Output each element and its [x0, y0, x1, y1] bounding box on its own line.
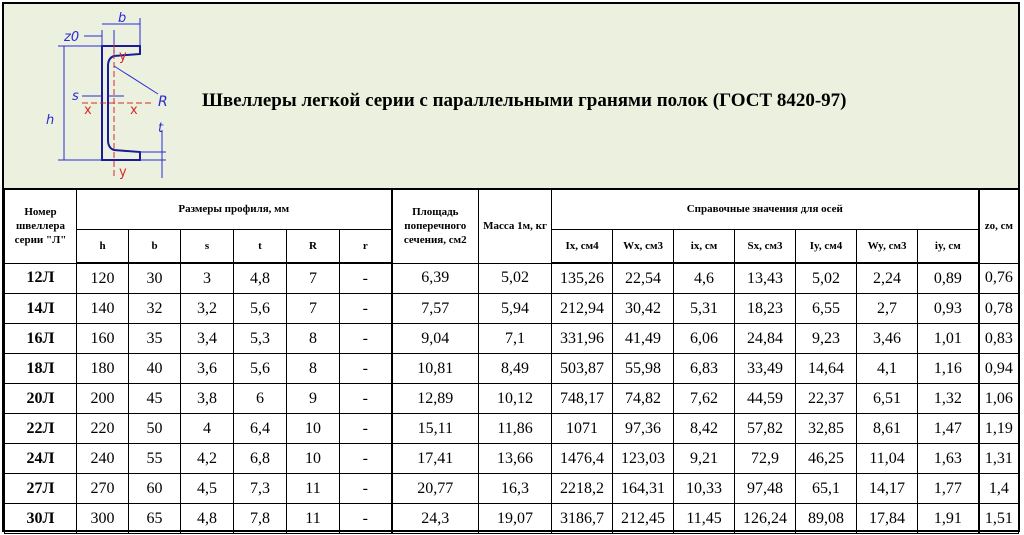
subheader-ref-0: Ix, см4	[552, 230, 613, 264]
table-cell: -	[340, 444, 392, 474]
table-cell: 0,93	[918, 294, 979, 324]
table-cell: 0,83	[979, 324, 1019, 354]
table-cell: 1,32	[918, 384, 979, 414]
subheader-dim-1: b	[129, 230, 181, 264]
table-cell: 17,41	[392, 444, 479, 474]
table-cell: 65	[129, 504, 181, 534]
table-cell: 6	[234, 384, 287, 414]
table-cell: 8	[287, 324, 340, 354]
table-cell: 212,94	[552, 294, 613, 324]
subheader-dim-2: s	[181, 230, 234, 264]
table-cell: 22,54	[613, 263, 674, 294]
table-cell: 5,6	[234, 294, 287, 324]
table-cell: 0,76	[979, 263, 1019, 294]
table-cell: 4,8	[181, 504, 234, 534]
table-cell: 4,5	[181, 474, 234, 504]
table-cell: 7	[287, 263, 340, 294]
table-row	[5, 384, 1019, 414]
table-cell: 7,1	[479, 324, 552, 354]
table-cell: 2,24	[857, 263, 918, 294]
table-cell: 1071	[552, 414, 613, 444]
z0-label: z0	[64, 30, 80, 45]
table-cell: 10,81	[392, 354, 479, 384]
x-axis-left-label: x	[84, 103, 92, 118]
table-cell: 6,06	[674, 324, 735, 354]
table-cell: 8,42	[674, 414, 735, 444]
y-axis-top-label: y	[119, 49, 127, 64]
subheader-ref-3: Sx, см3	[735, 230, 796, 264]
table-cell: 14,17	[857, 474, 918, 504]
table-cell: 126,24	[735, 504, 796, 534]
table-cell: 4,2	[181, 444, 234, 474]
table-cell: 6,83	[674, 354, 735, 384]
table-cell: 4,6	[674, 263, 735, 294]
table-row	[5, 324, 1019, 354]
table-cell: -	[340, 324, 392, 354]
channel-profile-svg	[42, 10, 192, 185]
table-row	[5, 444, 1019, 474]
table-cell: 3186,7	[552, 504, 613, 534]
subheader-dim-4: R	[287, 230, 340, 264]
table-body	[5, 263, 1019, 534]
table-cell: 0,89	[918, 263, 979, 294]
table-cell: 1,31	[979, 444, 1019, 474]
table-cell: 300	[77, 504, 129, 534]
table-cell: 1,06	[979, 384, 1019, 414]
ref-group-header: Справочные значения для осей	[552, 189, 979, 230]
table-cell: 10,12	[479, 384, 552, 414]
table-cell: 32,85	[796, 414, 857, 444]
table-cell: 35	[129, 324, 181, 354]
table-cell: -	[340, 474, 392, 504]
table-cell: 45	[129, 384, 181, 414]
subheader-ref-4: Iy, см4	[796, 230, 857, 264]
table-cell: 120	[77, 263, 129, 294]
table-cell: 2,7	[857, 294, 918, 324]
table-cell: 2218,2	[552, 474, 613, 504]
channel-table	[4, 188, 1019, 534]
row-profile-name: 27Л	[5, 474, 77, 504]
table-cell: -	[340, 414, 392, 444]
table-cell: 24,3	[392, 504, 479, 534]
table-cell: 5,02	[479, 263, 552, 294]
table-cell: 89,08	[796, 504, 857, 534]
table-cell: 240	[77, 444, 129, 474]
table-cell: 4,8	[234, 263, 287, 294]
table-cell: 3,4	[181, 324, 234, 354]
subheader-ref-1: Wx, см3	[613, 230, 674, 264]
table-cell: 7,62	[674, 384, 735, 414]
table-cell: 1,77	[918, 474, 979, 504]
table-cell: 3,2	[181, 294, 234, 324]
row-profile-name: 14Л	[5, 294, 77, 324]
table-row	[5, 504, 1019, 534]
y-axis-bottom-label: y	[119, 165, 127, 180]
table-cell: 1476,4	[552, 444, 613, 474]
table-cell: 22,37	[796, 384, 857, 414]
table-cell: 7	[287, 294, 340, 324]
table-cell: -	[340, 263, 392, 294]
table-cell: 160	[77, 324, 129, 354]
subheader-dim-0: h	[77, 230, 129, 264]
table-cell: 3,46	[857, 324, 918, 354]
table-cell: 9,21	[674, 444, 735, 474]
table-cell: 1,19	[979, 414, 1019, 444]
table-cell: 32	[129, 294, 181, 324]
table-cell: 1,63	[918, 444, 979, 474]
table-cell: 270	[77, 474, 129, 504]
table-cell: 97,36	[613, 414, 674, 444]
row-profile-name: 18Л	[5, 354, 77, 384]
table-cell: 24,84	[735, 324, 796, 354]
table-cell: 8,61	[857, 414, 918, 444]
table-cell: 19,07	[479, 504, 552, 534]
row-profile-name: 22Л	[5, 414, 77, 444]
table-cell: 212,45	[613, 504, 674, 534]
table-cell: 1,16	[918, 354, 979, 384]
table-cell: 164,31	[613, 474, 674, 504]
table-cell: 1,91	[918, 504, 979, 534]
table-cell: 5,94	[479, 294, 552, 324]
col-z0-header: zо, см	[979, 189, 1019, 264]
table-cell: -	[340, 354, 392, 384]
table-cell: 55	[129, 444, 181, 474]
table-cell: 57,82	[735, 414, 796, 444]
b-label: b	[118, 11, 127, 26]
x-axis-right-label: x	[130, 103, 138, 118]
table-cell: 97,48	[735, 474, 796, 504]
table-cell: 11,04	[857, 444, 918, 474]
table-cell: 30,42	[613, 294, 674, 324]
col-number-header: Номер швеллера серии "Л"	[5, 189, 77, 264]
table-cell: 0,78	[979, 294, 1019, 324]
table-cell: 3	[181, 263, 234, 294]
table-cell: 135,26	[552, 263, 613, 294]
table-cell: 10,33	[674, 474, 735, 504]
table-row	[5, 294, 1019, 324]
table-cell: 60	[129, 474, 181, 504]
table-cell: 7,8	[234, 504, 287, 534]
table-cell: 74,82	[613, 384, 674, 414]
table-cell: 3,6	[181, 354, 234, 384]
table-cell: 7,3	[234, 474, 287, 504]
table-cell: 41,49	[613, 324, 674, 354]
subheader-dim-3: t	[234, 230, 287, 264]
table-cell: 5,02	[796, 263, 857, 294]
table-cell: 16,3	[479, 474, 552, 504]
table-cell: 140	[77, 294, 129, 324]
table-cell: 55,98	[613, 354, 674, 384]
row-profile-name: 16Л	[5, 324, 77, 354]
table-cell: 6,8	[234, 444, 287, 474]
table-cell: 11,86	[479, 414, 552, 444]
table-row	[5, 474, 1019, 504]
table-cell: 6,55	[796, 294, 857, 324]
table-cell: 44,59	[735, 384, 796, 414]
row-profile-name: 20Л	[5, 384, 77, 414]
table-cell: 6,39	[392, 263, 479, 294]
table-cell: 6,51	[857, 384, 918, 414]
row-profile-name: 24Л	[5, 444, 77, 474]
s-label: s	[72, 89, 79, 104]
table-cell: 33,49	[735, 354, 796, 384]
table-cell: 9	[287, 384, 340, 414]
table-cell: 748,17	[552, 384, 613, 414]
table-cell: 220	[77, 414, 129, 444]
table-cell: 1,01	[918, 324, 979, 354]
table-cell: 331,96	[552, 324, 613, 354]
subheader-ref-2: ix, см	[674, 230, 735, 264]
table-cell: 5,3	[234, 324, 287, 354]
table-cell: 6,4	[234, 414, 287, 444]
table-cell: 12,89	[392, 384, 479, 414]
table-cell: 18,23	[735, 294, 796, 324]
table-cell: 1,51	[979, 504, 1019, 534]
table-cell: 20,77	[392, 474, 479, 504]
channel-profile-drawing	[42, 10, 192, 185]
table-cell: 10	[287, 444, 340, 474]
table-cell: 65,1	[796, 474, 857, 504]
t-label: t	[158, 121, 164, 136]
table-cell: 503,87	[552, 354, 613, 384]
table-cell: 46,25	[796, 444, 857, 474]
table-cell: 13,66	[479, 444, 552, 474]
table-cell: 5,6	[234, 354, 287, 384]
page-title: Швеллеры легкой серии с параллельными гранями полок (ГОСТ 8420-97)	[202, 90, 847, 111]
table-cell: 11,45	[674, 504, 735, 534]
table-cell: 8,49	[479, 354, 552, 384]
table-cell: -	[340, 384, 392, 414]
col-area-header: Площадь поперечного сечения, см2	[392, 189, 479, 264]
table-cell: 180	[77, 354, 129, 384]
subheader-ref-5: Wy, см3	[857, 230, 918, 264]
table-row	[5, 354, 1019, 384]
subheader-dim-5: r	[340, 230, 392, 264]
subheader-ref-6: iy, см	[918, 230, 979, 264]
row-profile-name: 30Л	[5, 504, 77, 534]
table-cell: -	[340, 294, 392, 324]
table-cell: 4,1	[857, 354, 918, 384]
table-cell: 5,31	[674, 294, 735, 324]
table-cell: 11	[287, 474, 340, 504]
table-cell: 14,64	[796, 354, 857, 384]
h-label: h	[46, 113, 55, 128]
table-cell: 3,8	[181, 384, 234, 414]
table-cell: -	[340, 504, 392, 534]
table-row	[5, 263, 1019, 294]
table-cell: 72,9	[735, 444, 796, 474]
table-cell: 7,57	[392, 294, 479, 324]
table-cell: 40	[129, 354, 181, 384]
table-cell: 9,04	[392, 324, 479, 354]
header-panel	[4, 4, 1018, 190]
document-sheet	[2, 2, 1020, 532]
table-cell: 1,4	[979, 474, 1019, 504]
table-row	[5, 414, 1019, 444]
dims-group-header: Размеры профиля, мм	[77, 189, 392, 230]
R-label: R	[158, 94, 168, 110]
table-cell: 13,43	[735, 263, 796, 294]
table-cell: 10	[287, 414, 340, 444]
table-cell: 17,84	[857, 504, 918, 534]
table-cell: 4	[181, 414, 234, 444]
table-cell: 9,23	[796, 324, 857, 354]
table-cell: 8	[287, 354, 340, 384]
table-cell: 1,47	[918, 414, 979, 444]
table-cell: 123,03	[613, 444, 674, 474]
row-profile-name: 12Л	[5, 263, 77, 294]
table-cell: 0,94	[979, 354, 1019, 384]
table-cell: 50	[129, 414, 181, 444]
table-cell: 11	[287, 504, 340, 534]
table-cell: 200	[77, 384, 129, 414]
table-cell: 15,11	[392, 414, 479, 444]
table-cell: 30	[129, 263, 181, 294]
col-mass-header: Масса 1м, кг	[479, 189, 552, 264]
